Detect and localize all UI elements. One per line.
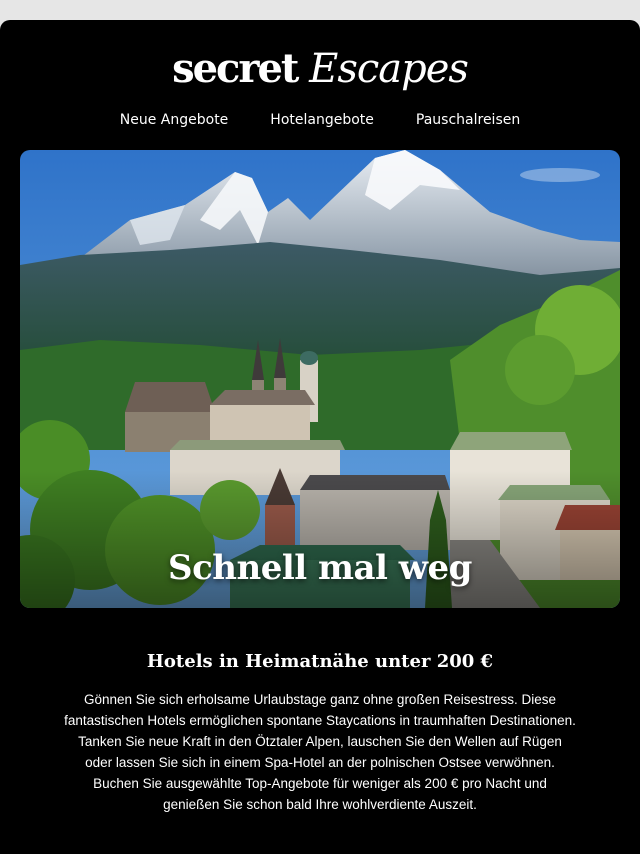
hero-title: Schnell mal weg <box>168 548 472 588</box>
nav-link-hotelangebote[interactable]: Hotelangebote <box>270 112 374 128</box>
nav-link-neue-angebote[interactable]: Neue Angebote <box>119 112 229 128</box>
email-card <box>0 20 640 854</box>
hero-banner[interactable] <box>20 150 620 608</box>
offer-headline: Hotels in Heimatnähe unter 200 € <box>146 651 494 672</box>
main-navigation <box>0 110 640 130</box>
nav-link-pauschalreisen[interactable]: Pauschalreisen <box>415 112 521 128</box>
logo-part-escapes: Escapes <box>309 46 468 92</box>
logo-part-secret: secret <box>172 45 298 92</box>
hero-image-mountain-village <box>20 150 620 608</box>
secret-escapes-logo[interactable] <box>0 45 640 92</box>
offer-description: Gönnen Sie sich erholsame Urlaubstage ganz ohne großen Reisestress. Diese fantastischen Hotels ermöglichen spontane Staycations in traumhaften Destinationen. Tanken Sie neue Kraft in den Ötztaler Alpen, lauschen Sie den Wellen auf Rügen oder lassen Sie sich in einem Spa-Hotel an der polnischen Ostsee verwöhnen. Buchen Sie ausgewählte Top-Angebote für weniger als 200 € pro Nacht und genießen Sie schon bald Ihre wohlverdiente Auszeit. <box>64 692 576 812</box>
